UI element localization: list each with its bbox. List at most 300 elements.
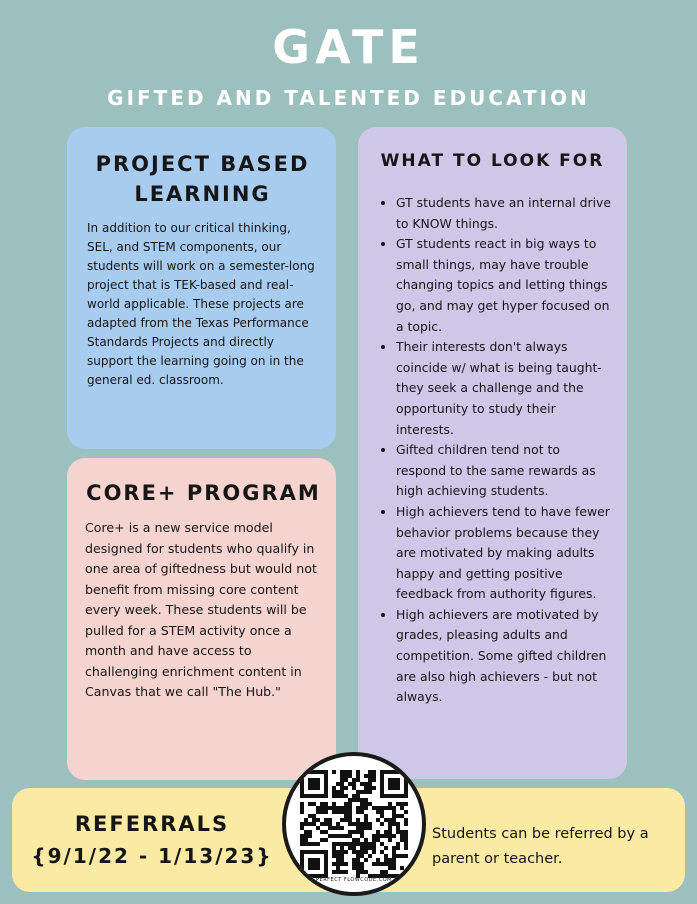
qr-module [312, 822, 316, 826]
qr-module [336, 858, 340, 862]
qr-finder-core [388, 778, 400, 790]
qr-module [340, 850, 344, 854]
qr-module [404, 846, 408, 850]
qr-module [352, 794, 356, 798]
qr-module [340, 782, 344, 786]
qr-finder-core [308, 858, 320, 870]
qr-module [336, 866, 340, 870]
qr-module [364, 802, 368, 806]
qr-module [372, 806, 376, 810]
qr-module [348, 842, 352, 846]
qr-module [388, 806, 392, 810]
qr-module [320, 838, 324, 842]
qr-module [340, 786, 344, 790]
what-to-look-for-card [358, 127, 627, 779]
qr-module [380, 862, 384, 866]
qr-module [356, 798, 360, 802]
qr-module [356, 870, 360, 874]
qr-module [392, 814, 396, 818]
qr-module [392, 822, 396, 826]
qr-module [368, 778, 372, 782]
qr-module [344, 810, 348, 814]
qr-module [400, 802, 404, 806]
qr-module [320, 802, 324, 806]
qr-module [348, 770, 352, 774]
qr-module [308, 822, 312, 826]
qr-module [368, 786, 372, 790]
qr-module [372, 770, 376, 774]
qr-module [388, 858, 392, 862]
qr-module [340, 846, 344, 850]
qr-module [308, 834, 312, 838]
qr-module [356, 770, 360, 774]
qr-module [344, 818, 348, 822]
qr-module [392, 850, 396, 854]
qr-module [332, 842, 336, 846]
qr-module [404, 830, 408, 834]
qr-module [360, 870, 364, 874]
qr-module [368, 822, 372, 826]
qr-module [344, 806, 348, 810]
qr-module [392, 810, 396, 814]
qr-module [352, 830, 356, 834]
qr-module [384, 870, 388, 874]
qr-module [344, 814, 348, 818]
qr-module [340, 834, 344, 838]
qr-module [388, 838, 392, 842]
qr-module [352, 798, 356, 802]
qr-module [356, 794, 360, 798]
qr-module [348, 830, 352, 834]
qr-module [324, 830, 328, 834]
qr-module [368, 770, 372, 774]
qr-module [332, 854, 336, 858]
qr-module [300, 842, 304, 846]
qr-module [300, 806, 304, 810]
qr-module [348, 798, 352, 802]
qr-module [344, 802, 348, 806]
qr-module [332, 770, 336, 774]
qr-module [352, 862, 356, 866]
qr-module [392, 846, 396, 850]
qr-module [348, 846, 352, 850]
qr-module [300, 802, 304, 806]
qr-module [344, 774, 348, 778]
qr-module [336, 850, 340, 854]
qr-module [364, 850, 368, 854]
qr-module [352, 838, 356, 842]
qr-module [360, 862, 364, 866]
qr-module [396, 842, 400, 846]
qr-module [336, 782, 340, 786]
qr-module [380, 810, 384, 814]
referrals-note: Students can be referred by a parent or teacher. [432, 826, 649, 867]
qr-module [336, 794, 340, 798]
list-item: • GT students react in big ways to small things, may have trouble changing topics and letting things go, and may get hyper focused on a topic. [396, 234, 613, 337]
qr-module [384, 862, 388, 866]
qr-module [316, 806, 320, 810]
qr-module [364, 774, 368, 778]
qr-module [336, 826, 340, 830]
qr-module [344, 786, 348, 790]
qr-module [340, 770, 344, 774]
qr-module [388, 866, 392, 870]
qr-module [336, 822, 340, 826]
qr-module [320, 830, 324, 834]
qr-module [404, 838, 408, 842]
qr-module [404, 854, 408, 858]
qr-module [364, 826, 368, 830]
pbl-heading: PROJECT BASED LEARNING [95, 152, 310, 206]
qr-module [380, 850, 384, 854]
qr-module [392, 806, 396, 810]
qr-module [336, 870, 340, 874]
qr-module [392, 854, 396, 858]
qr-module [324, 806, 328, 810]
qr-module [404, 870, 408, 874]
qr-module [400, 814, 404, 818]
qr-module [312, 818, 316, 822]
qr-module [360, 810, 364, 814]
qr-module [396, 854, 400, 858]
qr-module [304, 830, 308, 834]
qr-module [360, 830, 364, 834]
qr-module [404, 810, 408, 814]
qr-module [328, 818, 332, 822]
qr-module [380, 834, 384, 838]
qr-code-icon [286, 756, 422, 892]
qr-module [344, 834, 348, 838]
qr-module [372, 846, 376, 850]
qr-module [360, 842, 364, 846]
qr-module [308, 814, 312, 818]
qr-module [360, 834, 364, 838]
qr-module [352, 846, 356, 850]
qr-module [384, 818, 388, 822]
qr-module [404, 802, 408, 806]
qr-module [376, 838, 380, 842]
project-based-learning-card [67, 127, 336, 449]
qr-module [396, 830, 400, 834]
qr-module [300, 834, 304, 838]
qr-module [320, 822, 324, 826]
qr-module [324, 810, 328, 814]
qr-module [356, 810, 360, 814]
qr-module [344, 794, 348, 798]
qr-module [360, 782, 364, 786]
qr-module [400, 806, 404, 810]
qr-module [308, 802, 312, 806]
qr-module [344, 850, 348, 854]
qr-module [356, 858, 360, 862]
qr-module [352, 822, 356, 826]
qr-module [336, 842, 340, 846]
qr-module [356, 790, 360, 794]
qr-module [344, 778, 348, 782]
qr-module [340, 862, 344, 866]
qr-module [340, 818, 344, 822]
qr-module [352, 858, 356, 862]
qr-module [368, 842, 372, 846]
qr-module [364, 814, 368, 818]
qr-module [384, 854, 388, 858]
qr-module [396, 822, 400, 826]
list-item: • High achievers are motivated by grades, pleasing adults and competition. Some gifted children are also high achievers - but not always. [396, 605, 613, 708]
qr-module [316, 826, 320, 830]
qr-module [360, 854, 364, 858]
qr-module [376, 810, 380, 814]
qr-module [376, 806, 380, 810]
look-for-heading: WHAT TO LOOK FOR [380, 151, 605, 171]
qr-module [324, 822, 328, 826]
qr-module [328, 826, 332, 830]
qr-module [336, 862, 340, 866]
qr-module [336, 810, 340, 814]
qr-module [376, 834, 380, 838]
qr-module [332, 870, 336, 874]
qr-module [364, 870, 368, 874]
qr-module [376, 858, 380, 862]
qr-module [316, 810, 320, 814]
qr-module [352, 866, 356, 870]
qr-module [304, 834, 308, 838]
qr-module [372, 850, 376, 854]
qr-module [356, 862, 360, 866]
qr-module [328, 822, 332, 826]
qr-module [332, 810, 336, 814]
qr-module [324, 802, 328, 806]
qr-module [308, 842, 312, 846]
qr-module [388, 830, 392, 834]
qr-module [348, 810, 352, 814]
qr-module [340, 870, 344, 874]
qr-module [356, 826, 360, 830]
qr-module [364, 798, 368, 802]
qr-module [392, 834, 396, 838]
qr-module [396, 826, 400, 830]
qr-module [380, 806, 384, 810]
qr-module [356, 838, 360, 842]
qr-module [340, 790, 344, 794]
qr-code[interactable] [282, 752, 426, 896]
qr-module [304, 842, 308, 846]
qr-module [360, 798, 364, 802]
qr-module [316, 818, 320, 822]
qr-module [368, 854, 372, 858]
qr-module [304, 838, 308, 842]
qr-module [360, 846, 364, 850]
qr-module [392, 858, 396, 862]
qr-module [356, 850, 360, 854]
qr-module [300, 826, 304, 830]
list-item: • High achievers tend to have fewer behavior problems because they are motivated by making adults happy and getting positive feedback from authority figures. [396, 502, 613, 605]
qr-module [364, 790, 368, 794]
qr-module [372, 834, 376, 838]
qr-module [348, 806, 352, 810]
qr-module [396, 802, 400, 806]
qr-module [340, 806, 344, 810]
page-subtitle: GIFTED AND TALENTED EDUCATION [107, 86, 590, 110]
qr-module [348, 818, 352, 822]
qr-module [320, 806, 324, 810]
qr-module [360, 790, 364, 794]
qr-module [356, 830, 360, 834]
pbl-body: In addition to our critical thinking, SEL, and STEM components, our students will work on a semester-long project that is TEK-based and real-world applicable. These projects are adapted from the Texas Performance Standards Projects and directly support the learning going on in the general ed. classroom. [87, 221, 315, 387]
qr-module [352, 850, 356, 854]
qr-module [356, 818, 360, 822]
qr-module [388, 818, 392, 822]
qr-module [312, 802, 316, 806]
qr-module [344, 862, 348, 866]
qr-module [364, 842, 368, 846]
qr-module [388, 862, 392, 866]
qr-module [340, 794, 344, 798]
qr-module [392, 818, 396, 822]
core-plus-heading: CORE+ PROGRAM [86, 481, 321, 505]
qr-module [380, 814, 384, 818]
qr-module [356, 778, 360, 782]
qr-module [312, 842, 316, 846]
qr-module [404, 842, 408, 846]
qr-module [356, 806, 360, 810]
qr-module [368, 826, 372, 830]
qr-module [404, 834, 408, 838]
qr-module [328, 806, 332, 810]
qr-module [364, 786, 368, 790]
qr-module [356, 842, 360, 846]
qr-module [316, 842, 320, 846]
qr-caption: PERFECT FLOWCODE.COM [316, 877, 392, 883]
qr-module [384, 830, 388, 834]
qr-module [332, 826, 336, 830]
qr-module [364, 806, 368, 810]
qr-module [388, 802, 392, 806]
qr-module [332, 846, 336, 850]
qr-module [308, 830, 312, 834]
qr-module [324, 818, 328, 822]
list-item: • Their interests don't always coincide w/ what is being taught- they seek a challenge and the opportunity to study their interests. [396, 337, 613, 440]
qr-module [364, 838, 368, 842]
qr-module [300, 822, 304, 826]
qr-module [368, 846, 372, 850]
qr-module [332, 862, 336, 866]
qr-module [348, 802, 352, 806]
qr-module [348, 814, 352, 818]
qr-module [320, 810, 324, 814]
qr-module [356, 774, 360, 778]
qr-module [344, 770, 348, 774]
qr-module [360, 826, 364, 830]
qr-module [300, 838, 304, 842]
qr-module [340, 858, 344, 862]
qr-module [336, 806, 340, 810]
qr-module [364, 846, 368, 850]
qr-module [360, 806, 364, 810]
qr-module [368, 782, 372, 786]
qr-module [400, 838, 404, 842]
qr-module [400, 830, 404, 834]
qr-module [352, 782, 356, 786]
qr-module [364, 818, 368, 822]
qr-module [352, 842, 356, 846]
qr-module [372, 786, 376, 790]
qr-module [300, 810, 304, 814]
qr-module [336, 790, 340, 794]
qr-module [384, 858, 388, 862]
list-item: • Gifted children tend not to respond to the same rewards as high achieving students. [396, 440, 613, 502]
qr-module [340, 778, 344, 782]
core-plus-card [67, 458, 336, 780]
qr-module [404, 818, 408, 822]
qr-module [372, 838, 376, 842]
qr-module [368, 790, 372, 794]
qr-module [396, 814, 400, 818]
qr-module [332, 850, 336, 854]
look-for-list [372, 193, 613, 708]
qr-module [396, 846, 400, 850]
qr-module [364, 822, 368, 826]
qr-module [400, 854, 404, 858]
qr-module [380, 822, 384, 826]
qr-module [348, 774, 352, 778]
qr-module [332, 834, 336, 838]
qr-module [328, 834, 332, 838]
list-item: • GT students have an internal drive to KNOW things. [396, 193, 613, 234]
qr-module [400, 866, 404, 870]
qr-module [376, 862, 380, 866]
qr-module [360, 850, 364, 854]
qr-module [344, 842, 348, 846]
qr-module [340, 810, 344, 814]
qr-module [332, 786, 336, 790]
qr-module [364, 782, 368, 786]
qr-module [364, 858, 368, 862]
qr-module [372, 862, 376, 866]
qr-module [388, 826, 392, 830]
qr-module [384, 846, 388, 850]
qr-module [352, 778, 356, 782]
qr-module [372, 778, 376, 782]
qr-module [332, 794, 336, 798]
qr-module [332, 802, 336, 806]
qr-module [376, 830, 380, 834]
qr-module [356, 866, 360, 870]
qr-module [392, 862, 396, 866]
qr-module [356, 822, 360, 826]
qr-module [304, 818, 308, 822]
qr-module [372, 842, 376, 846]
qr-module [400, 834, 404, 838]
qr-module [348, 822, 352, 826]
qr-module [388, 822, 392, 826]
qr-module [332, 790, 336, 794]
qr-finder-core [308, 778, 320, 790]
qr-module [404, 822, 408, 826]
qr-module [368, 774, 372, 778]
qr-module [380, 870, 384, 874]
qr-module [368, 802, 372, 806]
qr-module [352, 786, 356, 790]
page-title: GATE [272, 20, 425, 74]
qr-module [356, 854, 360, 858]
referrals-title: REFERRALS [74, 812, 230, 836]
qr-module [348, 834, 352, 838]
qr-module [340, 826, 344, 830]
qr-module [384, 834, 388, 838]
qr-module [332, 806, 336, 810]
qr-module [360, 866, 364, 870]
core-plus-body: Core+ is a new service model designed for students who qualify in one area of giftedness but would not benefit from missing core content every week. These students will be pulled for a STEM activity once a month and have access to challenging enrichment content in Canvas that we call "The Hub." [85, 520, 317, 699]
